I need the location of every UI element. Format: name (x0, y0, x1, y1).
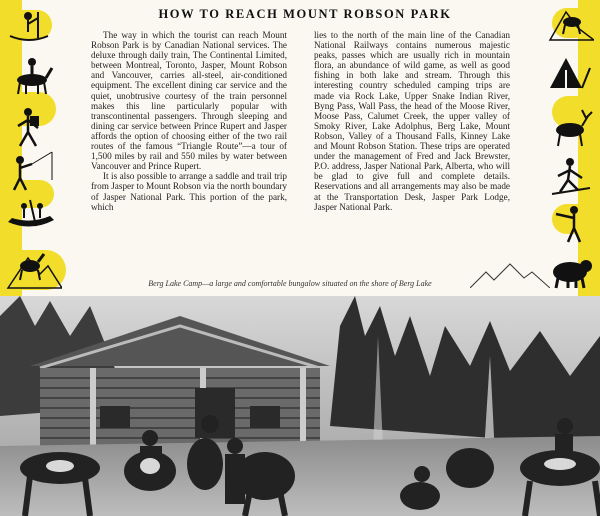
berg-lake-camp-photo (0, 296, 600, 516)
photo-caption: Berg Lake Camp—a large and comfortable bungalow situated on the shore of Berg Lake (148, 279, 432, 288)
paragraph: The way in which the tourist can reach Mount Robson Park is by Canadian National services. The deluxe through daily train, The Continental Limited, between Montreal, Toronto, Jasper, Mount Robson and Vancouver, carries all-steel, air-conditioned equipment. The excellent dining car service and the quiet, unobtrusive courtesy of the train personnel makes this line particularly popular with transcontinental passengers. Through sleeping and dining car service between Prince Rupert and Jasper affords the option of choosing either of the two rail routes of the famous “Triangle Route”—a tour of 1,500 miles by rail and 550 miles by water between Vancouver and Prince Rupert. (91, 30, 287, 172)
wildlife-icon (548, 104, 594, 148)
left-text-column (91, 30, 287, 212)
mountain-goat-icon (6, 244, 62, 290)
hiker-icon (8, 104, 52, 150)
canoe-paddler-icon (6, 4, 52, 46)
hunter-icon (548, 202, 594, 244)
mountain-goat-icon (548, 2, 594, 42)
left-decorative-border (0, 0, 78, 296)
right-decorative-border (538, 0, 600, 296)
skier-icon (548, 154, 594, 198)
paragraph: lies to the north of the main line of the Canadian National Railways contains numerous majestic peaks, passes which are usually rich in mountain flora, an abundance of wild game, as well as good fishing in both lake and stream. Through this interesting country scheduled camping trips are made via Rock Lake, Upper Snake Indian River, Byng Pass, Wall Pass, the head of the Moose River, Moose Pass, Calumet Creek, the upper valley of Smoky River, Lake Adolphus, Berg Lake, Mount Robson, Valley of a Thousand Falls, Kinney Lake and Mount Robson Station. These trips are operated under the management of Fred and Jack Brewster, P.O. address, Jasper National Park, Alberta, who will be glad to give full and complete details. Reservations and all arrangements may also be made at the Transportation Desk, Jasper Park Lodge, Jasper National Park. (314, 30, 510, 212)
paragraph: It is also possible to arrange a saddle and trail trip from Jasper to Mount Robson via the north boundary of Jasper National Park. This portion of the park, which (91, 171, 287, 212)
page-title: HOW TO REACH MOUNT ROBSON PARK (158, 7, 452, 21)
mountain-silhouette-icon (470, 262, 550, 288)
tent-camp-icon (546, 48, 594, 92)
fisherman-icon (6, 150, 56, 192)
right-text-column (314, 30, 510, 212)
horse-rider-icon (8, 52, 56, 96)
bear-icon (544, 248, 594, 290)
canoe-icon (6, 196, 56, 236)
